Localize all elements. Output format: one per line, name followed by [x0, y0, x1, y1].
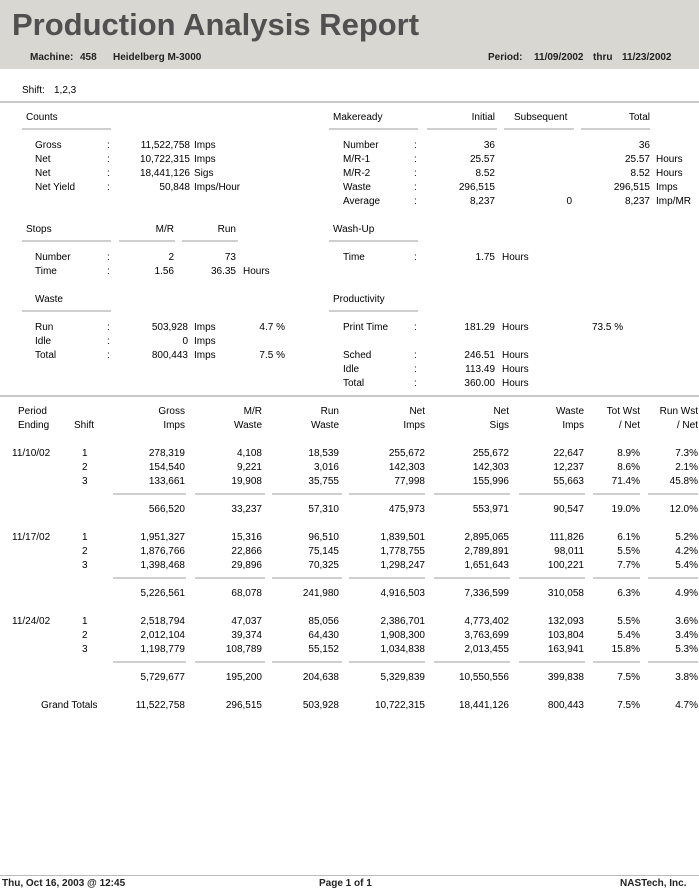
- productivity-row-label: Print Time: [343, 322, 389, 333]
- colon: :: [414, 140, 417, 151]
- grand-total-net-imps: 10,722,315: [374, 700, 425, 711]
- stops-col-mr: M/R: [155, 224, 174, 235]
- table-cell-gross-imps: 1,398,468: [140, 560, 185, 571]
- makeready-row-label: Average: [343, 196, 381, 207]
- table-cell-waste-imps: 111,826: [549, 532, 584, 543]
- grand-total-tot-wst-net: 7.5%: [617, 700, 640, 711]
- grand-total-net-sigs: 18,441,126: [458, 700, 509, 711]
- table-cell-run-wst-net: 5.3%: [675, 644, 698, 655]
- table-cell-mr-waste: 22,866: [231, 546, 262, 557]
- stops-mr-underline: [119, 240, 175, 242]
- table-cell-run-wst-net: 4.2%: [675, 546, 698, 557]
- table-total-mr-waste: 68,078: [231, 588, 262, 599]
- footer-printed-date: Thu, Oct 16, 2003 @ 12:45: [2, 878, 126, 889]
- table-row-shift: 2: [82, 462, 88, 473]
- table-total-run-wst-net: 4.9%: [675, 588, 698, 599]
- table-total-mr-waste: 195,200: [225, 672, 262, 683]
- table-subtotal-underline: [349, 577, 425, 579]
- colon: :: [107, 350, 110, 361]
- waste-row-label: Total: [35, 350, 57, 361]
- grand-total-waste-imps: 800,443: [547, 700, 584, 711]
- makeready-row-total: 36: [638, 140, 650, 151]
- table-subtotal-underline: [519, 577, 585, 579]
- table-subtotal-underline: [593, 577, 640, 579]
- stops-row-unit: Hours: [243, 266, 270, 277]
- productivity-row-value: 360.00: [464, 378, 495, 389]
- table-cell-run-waste: 18,539: [308, 448, 339, 459]
- table-subtotal-underline: [113, 577, 186, 579]
- footer-company: NASTech, Inc.: [620, 878, 687, 889]
- table-cell-mr-waste: 15,316: [231, 532, 262, 543]
- table-cell-run-wst-net: 7.3%: [675, 448, 698, 459]
- table-cell-gross-imps: 2,518,794: [140, 616, 185, 627]
- colon: :: [107, 168, 110, 179]
- table-cell-net-sigs: 2,895,065: [464, 532, 509, 543]
- makeready-title: Makeready: [333, 112, 383, 123]
- table-header-net-sigs: Sigs: [489, 420, 509, 431]
- table-cell-gross-imps: 1,876,766: [140, 546, 185, 557]
- table-row-shift: 3: [82, 644, 88, 655]
- table-header-net-imps: Imps: [403, 420, 425, 431]
- productivity-row-unit: Hours: [502, 322, 529, 333]
- table-cell-net-sigs: 2,789,891: [464, 546, 509, 557]
- colon: :: [107, 252, 110, 263]
- makeready-row-initial: 296,515: [458, 182, 495, 193]
- colon: :: [107, 266, 110, 277]
- stops-col-run: Run: [217, 224, 236, 235]
- table-header-mr-waste: Waste: [234, 420, 262, 431]
- table-total-gross-imps: 566,520: [148, 504, 185, 515]
- colon: :: [414, 168, 417, 179]
- table-subtotal-underline: [434, 577, 510, 579]
- table-cell-tot-wst-net: 8.6%: [617, 462, 640, 473]
- table-total-gross-imps: 5,729,677: [140, 672, 185, 683]
- table-cell-run-wst-net: 3.6%: [675, 616, 698, 627]
- table-cell-tot-wst-net: 7.7%: [617, 560, 640, 571]
- table-total-net-imps: 4,916,503: [380, 588, 425, 599]
- productivity-title: Productivity: [333, 294, 385, 305]
- table-cell-net-imps: 1,778,755: [380, 546, 425, 557]
- colon: :: [107, 182, 110, 193]
- colon: :: [414, 252, 417, 263]
- table-subtotal-underline: [593, 493, 640, 495]
- table-cell-run-waste: 85,056: [308, 616, 339, 627]
- makeready-row-label: Number: [343, 140, 379, 151]
- waste-title: Waste: [35, 294, 63, 305]
- table-subtotal-underline: [434, 493, 510, 495]
- table-cell-tot-wst-net: 71.4%: [611, 476, 640, 487]
- shift-label: Shift:: [22, 85, 45, 96]
- productivity-row-label: Sched: [343, 350, 372, 361]
- table-subtotal-underline: [272, 661, 342, 663]
- makeready-col-total: Total: [628, 112, 650, 123]
- counts-row-label: Gross: [35, 140, 62, 151]
- table-subtotal-underline: [648, 577, 698, 579]
- makeready-row-total: 8,237: [624, 196, 650, 207]
- table-header-net-sigs: Net: [493, 406, 509, 417]
- table-total-run-wst-net: 12.0%: [669, 504, 698, 515]
- table-total-tot-wst-net: 7.5%: [617, 672, 640, 683]
- table-header-period: Period: [18, 406, 47, 417]
- colon: :: [107, 140, 110, 151]
- table-cell-waste-imps: 55,663: [553, 476, 584, 487]
- table-cell-net-imps: 1,839,501: [380, 532, 425, 543]
- table-cell-gross-imps: 133,661: [148, 476, 185, 487]
- table-total-waste-imps: 310,058: [547, 588, 584, 599]
- makeready-row-total: 296,515: [613, 182, 650, 193]
- table-cell-tot-wst-net: 5.4%: [617, 630, 640, 641]
- table-cell-run-waste: 96,510: [308, 532, 339, 543]
- table-period-ending: 11/24/02: [12, 616, 51, 627]
- waste-row-unit: Imps: [194, 350, 216, 361]
- table-cell-run-wst-net: 5.4%: [675, 560, 698, 571]
- stops-row-run: 36.35: [210, 266, 236, 277]
- table-header-tot-wst-net: / Net: [618, 420, 640, 431]
- makeready-total-underline: [581, 128, 650, 130]
- washup-row-unit: Hours: [502, 252, 529, 263]
- divider-top: [0, 101, 699, 103]
- colon: :: [414, 182, 417, 193]
- table-header-ending: Ending: [18, 420, 50, 431]
- productivity-row-pct: 73.5 %: [592, 322, 624, 333]
- grand-total-run-waste: 503,928: [302, 700, 339, 711]
- table-header-tot-wst-net: Tot Wst: [606, 406, 640, 417]
- table-period-ending: 11/10/02: [12, 448, 51, 459]
- table-cell-gross-imps: 154,540: [148, 462, 185, 473]
- makeready-row-unit: Imps: [656, 182, 678, 193]
- table-total-gross-imps: 5,226,561: [140, 588, 185, 599]
- table-cell-waste-imps: 100,221: [547, 560, 584, 571]
- table-cell-waste-imps: 12,237: [553, 462, 584, 473]
- makeready-row-unit: Hours: [656, 154, 683, 165]
- colon: :: [414, 322, 417, 333]
- waste-underline: [22, 310, 111, 312]
- colon: :: [107, 336, 110, 347]
- waste-row-label: Idle: [35, 336, 52, 347]
- counts-row-label: Net Yield: [35, 182, 76, 193]
- table-subtotal-underline: [113, 661, 186, 663]
- table-cell-gross-imps: 278,319: [148, 448, 185, 459]
- makeready-col-subsequent: Subsequent: [514, 112, 568, 123]
- table-total-net-sigs: 7,336,599: [464, 588, 509, 599]
- makeready-underline: [329, 128, 418, 130]
- colon: :: [414, 364, 417, 375]
- productivity-row-value: 246.51: [464, 350, 495, 361]
- table-header-run-waste: Waste: [311, 420, 339, 431]
- table-row-shift: 2: [82, 546, 88, 557]
- report-title: Production Analysis Report: [12, 7, 420, 42]
- table-subtotal-underline: [195, 577, 265, 579]
- table-cell-run-waste: 35,755: [308, 476, 339, 487]
- stops-row-run: 73: [224, 252, 236, 263]
- makeready-col-initial: Initial: [471, 112, 495, 123]
- stops-underline: [22, 240, 111, 242]
- machine-number: 458: [80, 52, 97, 63]
- table-total-run-waste: 241,980: [302, 588, 339, 599]
- table-cell-net-sigs: 142,303: [472, 462, 509, 473]
- table-cell-tot-wst-net: 15.8%: [611, 644, 640, 655]
- divider-table: [0, 395, 699, 397]
- table-cell-tot-wst-net: 5.5%: [617, 616, 640, 627]
- productivity-row-value: 113.49: [465, 364, 495, 375]
- table-total-tot-wst-net: 19.0%: [611, 504, 640, 515]
- table-header-mr-waste: M/R: [243, 406, 262, 417]
- report-header: [0, 0, 699, 69]
- washup-title: Wash-Up: [333, 224, 375, 235]
- period-from: 11/09/2002: [534, 52, 584, 63]
- makeready-row-total: 8.52: [630, 168, 650, 179]
- table-subtotal-underline: [434, 661, 510, 663]
- shift-value: 1,2,3: [54, 85, 77, 96]
- period-thru: thru: [593, 52, 613, 63]
- table-total-run-waste: 204,638: [302, 672, 339, 683]
- table-cell-run-wst-net: 2.1%: [675, 462, 698, 473]
- table-total-net-sigs: 10,550,556: [458, 672, 509, 683]
- table-total-tot-wst-net: 6.3%: [617, 588, 640, 599]
- makeready-row-subsequent: 0: [566, 196, 572, 207]
- waste-row-unit: Imps: [194, 322, 216, 333]
- table-cell-mr-waste: 39,374: [231, 630, 262, 641]
- table-total-run-wst-net: 3.8%: [675, 672, 698, 683]
- makeready-row-unit: Imp/MR: [656, 196, 691, 207]
- table-cell-mr-waste: 29,896: [231, 560, 262, 571]
- makeready-row-initial: 36: [483, 140, 495, 151]
- counts-row-label: Net: [35, 154, 51, 165]
- table-cell-net-imps: 1,908,300: [380, 630, 425, 641]
- makeready-row-label: M/R-1: [343, 154, 371, 165]
- makeready-row-label: M/R-2: [343, 168, 371, 179]
- table-cell-run-wst-net: 3.4%: [675, 630, 698, 641]
- table-header-waste-imps: Waste: [556, 406, 584, 417]
- counts-row-value: 50,848: [159, 182, 190, 193]
- table-cell-run-waste: 75,145: [308, 546, 339, 557]
- table-cell-waste-imps: 103,804: [547, 630, 584, 641]
- period-label: Period:: [488, 52, 523, 63]
- table-cell-net-imps: 142,303: [388, 462, 425, 473]
- table-cell-run-waste: 70,325: [308, 560, 339, 571]
- stops-row-label: Number: [35, 252, 71, 263]
- grand-total-gross-imps: 11,522,758: [135, 700, 185, 711]
- table-cell-net-imps: 77,998: [394, 476, 425, 487]
- makeready-row-initial: 8.52: [475, 168, 495, 179]
- table-row-shift: 1: [82, 532, 88, 543]
- washup-row-label: Time: [343, 252, 365, 263]
- table-cell-waste-imps: 163,941: [547, 644, 584, 655]
- table-total-net-imps: 5,329,839: [380, 672, 425, 683]
- table-row-shift: 3: [82, 560, 88, 571]
- table-cell-mr-waste: 9,221: [236, 462, 262, 473]
- colon: :: [107, 154, 110, 165]
- table-cell-gross-imps: 2,012,104: [140, 630, 185, 641]
- table-total-waste-imps: 90,547: [553, 504, 584, 515]
- stops-row-mr: 2: [168, 252, 174, 263]
- waste-row-unit: Imps: [194, 336, 216, 347]
- waste-row-value: 0: [182, 336, 188, 347]
- colon: :: [414, 350, 417, 361]
- stops-title: Stops: [26, 224, 52, 235]
- table-cell-net-sigs: 255,672: [472, 448, 509, 459]
- table-cell-waste-imps: 132,093: [547, 616, 584, 627]
- table-subtotal-underline: [648, 493, 698, 495]
- stops-row-mr: 1.56: [154, 266, 174, 277]
- table-header-run-wst-net: Run Wst: [659, 406, 698, 417]
- table-total-mr-waste: 33,237: [231, 504, 262, 515]
- table-row-shift: 1: [82, 616, 88, 627]
- table-cell-gross-imps: 1,951,327: [140, 532, 185, 543]
- productivity-row-label: Idle: [343, 364, 360, 375]
- machine-label: Machine:: [30, 52, 74, 63]
- table-header-net-imps: Net: [409, 406, 425, 417]
- stops-row-label: Time: [35, 266, 57, 277]
- table-cell-net-sigs: 2,013,455: [464, 644, 509, 655]
- table-cell-run-waste: 3,016: [313, 462, 339, 473]
- waste-row-label: Run: [35, 322, 54, 333]
- counts-row-label: Net: [35, 168, 51, 179]
- grand-total-mr-waste: 296,515: [225, 700, 262, 711]
- table-row-shift: 3: [82, 476, 88, 487]
- table-row-shift: 2: [82, 630, 88, 641]
- waste-row-value: 800,443: [151, 350, 188, 361]
- table-header-gross-imps: Gross: [158, 406, 185, 417]
- table-header-run-waste: Run: [320, 406, 339, 417]
- table-period-ending: 11/17/02: [12, 532, 51, 543]
- table-subtotal-underline: [349, 661, 425, 663]
- colon: :: [414, 196, 417, 207]
- footer-page-number: Page 1 of 1: [319, 878, 372, 889]
- counts-underline: [22, 128, 111, 130]
- makeready-initial-underline: [427, 128, 497, 130]
- table-row-shift: 1: [82, 448, 88, 459]
- productivity-row-value: 181.29: [464, 322, 495, 333]
- table-total-net-sigs: 553,971: [472, 504, 509, 515]
- counts-row-unit: Imps: [194, 154, 216, 165]
- table-subtotal-underline: [195, 493, 265, 495]
- waste-row-value: 503,928: [151, 322, 188, 333]
- period-to: 11/23/2002: [622, 52, 672, 63]
- makeready-row-initial: 25.57: [469, 154, 495, 165]
- table-subtotal-underline: [272, 493, 342, 495]
- table-subtotal-underline: [272, 577, 342, 579]
- table-header-run-wst-net: / Net: [676, 420, 698, 431]
- productivity-row-label: Total: [343, 378, 365, 389]
- table-cell-run-wst-net: 5.2%: [675, 532, 698, 543]
- table-cell-mr-waste: 108,789: [225, 644, 262, 655]
- table-cell-tot-wst-net: 6.1%: [617, 532, 640, 543]
- table-cell-mr-waste: 47,037: [231, 616, 262, 627]
- table-subtotal-underline: [519, 493, 585, 495]
- table-subtotal-underline: [648, 661, 698, 663]
- table-cell-mr-waste: 19,908: [231, 476, 262, 487]
- colon: :: [414, 154, 417, 165]
- table-cell-gross-imps: 1,198,779: [140, 644, 185, 655]
- productivity-underline: [329, 310, 418, 312]
- waste-row-pct: 4.7 %: [259, 322, 285, 333]
- table-cell-net-sigs: 4,773,402: [464, 616, 509, 627]
- table-cell-net-sigs: 155,996: [472, 476, 509, 487]
- table-cell-net-sigs: 3,763,699: [464, 630, 509, 641]
- makeready-row-label: Waste: [343, 182, 371, 193]
- counts-row-unit: Imps: [194, 140, 216, 151]
- colon: :: [414, 378, 417, 389]
- table-cell-run-waste: 64,430: [308, 630, 339, 641]
- table-subtotal-underline: [519, 661, 585, 663]
- machine-name: Heidelberg M-3000: [113, 52, 202, 63]
- table-cell-run-wst-net: 45.8%: [669, 476, 698, 487]
- table-total-waste-imps: 399,838: [547, 672, 584, 683]
- table-cell-waste-imps: 22,647: [553, 448, 584, 459]
- productivity-row-unit: Hours: [502, 364, 529, 375]
- counts-row-unit: Imps/Hour: [194, 182, 241, 193]
- table-cell-net-imps: 1,034,838: [380, 644, 425, 655]
- table-cell-net-sigs: 1,651,643: [464, 560, 509, 571]
- table-subtotal-underline: [113, 493, 186, 495]
- washup-underline: [329, 240, 418, 242]
- counts-row-unit: Sigs: [194, 168, 214, 179]
- makeready-row-initial: 8,237: [469, 196, 495, 207]
- table-cell-waste-imps: 98,011: [554, 546, 584, 557]
- colon: :: [107, 322, 110, 333]
- table-cell-tot-wst-net: 8.9%: [617, 448, 640, 459]
- table-cell-net-imps: 2,386,701: [380, 616, 425, 627]
- table-header-shift: Shift: [74, 420, 95, 431]
- counts-title: Counts: [26, 112, 58, 123]
- table-cell-mr-waste: 4,108: [236, 448, 262, 459]
- table-total-net-imps: 475,973: [388, 504, 425, 515]
- productivity-row-unit: Hours: [502, 350, 529, 361]
- makeready-row-unit: Hours: [656, 168, 683, 179]
- stops-run-underline: [182, 240, 238, 242]
- table-subtotal-underline: [349, 493, 425, 495]
- table-total-run-waste: 57,310: [308, 504, 339, 515]
- table-cell-net-imps: 255,672: [388, 448, 425, 459]
- table-header-waste-imps: Imps: [562, 420, 584, 431]
- counts-row-value: 18,441,126: [139, 168, 190, 179]
- counts-row-value: 11,522,758: [140, 140, 190, 151]
- waste-row-pct: 7.5 %: [259, 350, 285, 361]
- grand-totals-label: Grand Totals: [41, 700, 98, 711]
- table-subtotal-underline: [195, 661, 265, 663]
- makeready-subsequent-underline: [504, 128, 574, 130]
- table-header-gross-imps: Imps: [163, 420, 185, 431]
- grand-total-run-wst-net: 4.7%: [675, 700, 698, 711]
- table-subtotal-underline: [593, 661, 640, 663]
- makeready-row-total: 25.57: [624, 154, 650, 165]
- table-cell-net-imps: 1,298,247: [380, 560, 425, 571]
- productivity-row-unit: Hours: [502, 378, 529, 389]
- counts-row-value: 10,722,315: [139, 154, 190, 165]
- washup-row-value: 1.75: [475, 252, 495, 263]
- table-cell-run-waste: 55,152: [308, 644, 339, 655]
- table-cell-tot-wst-net: 5.5%: [617, 546, 640, 557]
